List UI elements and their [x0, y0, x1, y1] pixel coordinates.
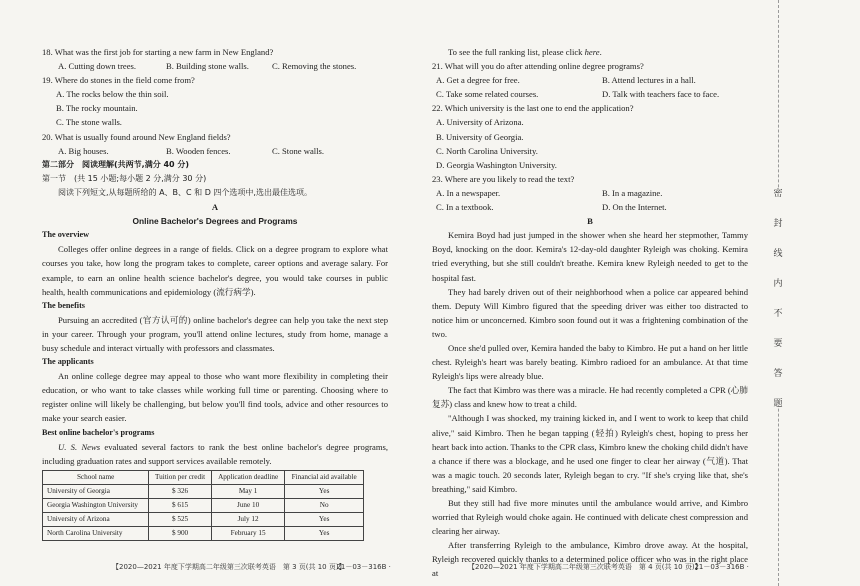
- option: D. On the Internet.: [602, 202, 667, 213]
- option: B. University of Georgia.: [436, 131, 524, 142]
- table-cell: February 15: [211, 526, 284, 540]
- page-4: [420, 0, 760, 586]
- instruction: 阅读下列短文,从每题所给的 A、B、C 和 D 四个选项中,选出最佳选项。: [58, 187, 312, 197]
- table-header: Tuition per credit: [149, 470, 212, 484]
- table-cell: June 10: [211, 498, 284, 512]
- option: B. Building stone walls.: [166, 61, 249, 72]
- passage-b-paragraph: The fact that Kimbro was there was a miracle. He had recently completed a CPR (心肺复苏) class and knew how to treat a child.: [432, 385, 748, 410]
- passage-b-paragraph: After transferring Ryleigh to the ambulance, Kimbro drove away. At the hospital, Ryleigh recovered quickly thanks to a determined police officer who was in the right place at: [432, 540, 748, 579]
- table-cell: University of Georgia: [43, 484, 149, 498]
- seal-line-notice: [771, 188, 785, 408]
- passage-b-paragraph: "Although I was shocked, my training kicked in, and I went to work to keep that child alive," said Kimbro. Then he began tapping (轻拍) Ryleigh's chest, hoping to press her heart back into action. Thanks to the CPR class, Kimbro knew the choking child didn't have a chance if there was a blockage, and he used one finger to clear her airway (气道). That was a magic touch. 20 seconds later, Ryleigh began to cry. "If she's crying like that, she's breathing," said Kimbro.: [432, 413, 748, 494]
- table-header-row: [43, 470, 364, 484]
- table-cell: University of Arizona: [43, 512, 149, 526]
- page-4-footer: 【2020—2021 年度下学期高二年级第三次联考英语 第 4 页(共 10 页)】: [468, 563, 702, 571]
- option: A. Big houses.: [58, 145, 109, 156]
- applicants-heading: The applicants: [42, 357, 94, 367]
- page-3-footer: 【2020—2021 年度下学期高二年级第三次联考英语 第 3 页(共 10 页)】: [112, 563, 346, 571]
- benefits-heading: The benefits: [42, 300, 85, 310]
- table-header: Application deadline: [211, 470, 284, 484]
- table-cell: Yes: [285, 484, 364, 498]
- question-18-options: [42, 59, 388, 73]
- table-cell: $ 525: [149, 512, 212, 526]
- source-name: U. S. News: [58, 441, 101, 452]
- seal-char: 不: [773, 308, 783, 318]
- option: A. Get a degree for free.: [436, 75, 520, 86]
- option: A. The rocks below the thin soil.: [56, 89, 169, 100]
- table-cell: Georgia Washington University: [43, 498, 149, 512]
- table-cell: Yes: [285, 512, 364, 526]
- table-cell: $ 900: [149, 526, 212, 540]
- table-cell: No: [285, 498, 364, 512]
- passage-b-paragraph: But they still had five more minutes until the ambulance would arrive, and Kimbro worried that Ryleigh would choke again. He continued with delicate chest compression and clearing her airway.: [432, 498, 748, 537]
- seal-char: 封: [773, 218, 783, 228]
- question-22: 22. Which university is the last one to end the application?: [432, 103, 634, 114]
- question-18: 18. What was the first job for starting a new farm in New England?: [42, 47, 274, 57]
- option: B. The rocky mountain.: [56, 103, 138, 114]
- overview-heading: The overview: [42, 230, 90, 240]
- table-cell: July 12: [211, 512, 284, 526]
- page-3: [0, 0, 420, 586]
- table-cell: Yes: [285, 526, 364, 540]
- option: C. Stone walls.: [272, 145, 325, 156]
- part-2-heading: 第二部分 阅读理解(共两节,满分 40 分): [42, 159, 190, 169]
- passage-b-paragraph: They had barely driven out of their neighborhood when a police car appeared behind them. Deputy Will Kimbro figured that the speeding driver was either too distracted to notice him or unconcerned. Kimbro soon found out it was a frightening combination of the two.: [432, 286, 748, 339]
- table-header: Financial aid available: [285, 470, 364, 484]
- best-programs-text: U. S. News evaluated several factors to rank the best online bachelor's degree programs, including graduation rates and support services available remotely.: [42, 441, 388, 466]
- option: C. Removing the stones.: [272, 61, 357, 72]
- option: D. Talk with teachers face to face.: [602, 89, 720, 100]
- table-header: School name: [43, 470, 149, 484]
- page-3-content: [42, 45, 388, 541]
- option: A. In a newspaper.: [436, 187, 501, 198]
- question-23-options: [432, 186, 748, 200]
- passage-b-paragraph: Once she'd pulled over, Kemira handed the baby to Kimbro. He put a hand on her little chest. Ryleigh's heart was barely beating. Kimbro radioed for an ambulance. At that time Ryleigh's lips were already blue.: [432, 342, 748, 382]
- question-20-options: [42, 144, 388, 158]
- question-19: 19. Where do stones in the field come from?: [42, 75, 195, 86]
- page-4-content: [432, 45, 748, 581]
- table-row: [43, 512, 364, 526]
- passage-b-letter: B: [587, 216, 593, 227]
- table-row: [43, 526, 364, 540]
- passage-a-title: Online Bachelor's Degrees and Programs: [132, 216, 298, 227]
- best-programs-heading: Best online bachelor's programs: [42, 427, 155, 437]
- section-1-heading: 第一节 (共 15 小题;每小题 2 分,满分 30 分): [42, 173, 207, 183]
- option: C. North Carolina University.: [436, 145, 538, 156]
- table-row: [43, 498, 364, 512]
- here-link[interactable]: here: [584, 47, 600, 57]
- overview-text: Colleges offer online degrees in a range of fields. Click on a degree program to explore what courses you take, how long the program takes to complete, career options and average salary. For example, to earn an online health science bachelor's degree, you would take courses in public health, health communications and epidemiology (流行病学).: [42, 244, 388, 297]
- seal-char: 密: [773, 188, 783, 198]
- table-cell: North Carolina University: [43, 526, 149, 540]
- option: B. In a magazine.: [602, 187, 663, 198]
- page-3-code: · 21－03－316B ·: [332, 563, 391, 571]
- question-21-options: [432, 73, 748, 87]
- option: C. In a textbook.: [436, 202, 494, 213]
- applicants-text: An online college degree may appeal to those who want more flexibility in completing their education, or who want to take classes while working full time or parenting. Choosing where to register online will likely be challenging, but below you'll find tools, advice and other resources to make your search easier.: [42, 371, 388, 424]
- option: A. Cutting down trees.: [58, 61, 137, 72]
- option: A. University of Arizona.: [436, 117, 524, 128]
- question-23: 23. Where are you likely to read the text?: [432, 173, 575, 184]
- question-20: 20. What is usually found around New England fields?: [42, 131, 231, 142]
- seal-char: 要: [773, 338, 783, 348]
- table-cell: $ 615: [149, 498, 212, 512]
- question-23-options: [432, 200, 748, 214]
- option: B. Attend lectures in a hall.: [602, 75, 696, 86]
- seal-char: 内: [773, 278, 783, 288]
- table-cell: $ 326: [149, 484, 212, 498]
- seal-char: 题: [773, 398, 783, 408]
- question-21: 21. What will you do after attending online degree programs?: [432, 61, 644, 72]
- option: C. Take some related courses.: [436, 89, 539, 100]
- benefits-text: Pursuing an accredited (官方认可的) online bachelor's degree can help you take the next step in your career. Through your program, you'll attend online lectures, study from home, manage a busy schedule and interact virtually with professors and classmates.: [42, 314, 388, 353]
- table-row: [43, 484, 364, 498]
- page-4-code: · 21－03－316B ·: [690, 563, 749, 571]
- passage-b-paragraph: Kemira Boyd had just jumped in the shower when she heard her stepmother, Tammy Boyd, knocking on the door. Kemira's 12-day-old daughter Ryleigh was choking. Kemira tried everything, but she still couldn't breathe. Kemira knew Ryleigh needed to get to the hospital fast.: [432, 230, 748, 283]
- passage-a-letter: A: [211, 202, 219, 213]
- option: D. Georgia Washington University.: [436, 159, 557, 170]
- option: C. The stone walls.: [56, 117, 122, 128]
- seal-char: 线: [773, 248, 783, 258]
- table-cell: May 1: [211, 484, 284, 498]
- programs-table: [42, 470, 364, 541]
- seal-char: 答: [773, 368, 783, 378]
- ranking-line: To see the full ranking list, please click here.: [448, 47, 602, 57]
- option: B. Wooden fences.: [166, 145, 231, 156]
- question-21-options: [432, 87, 748, 101]
